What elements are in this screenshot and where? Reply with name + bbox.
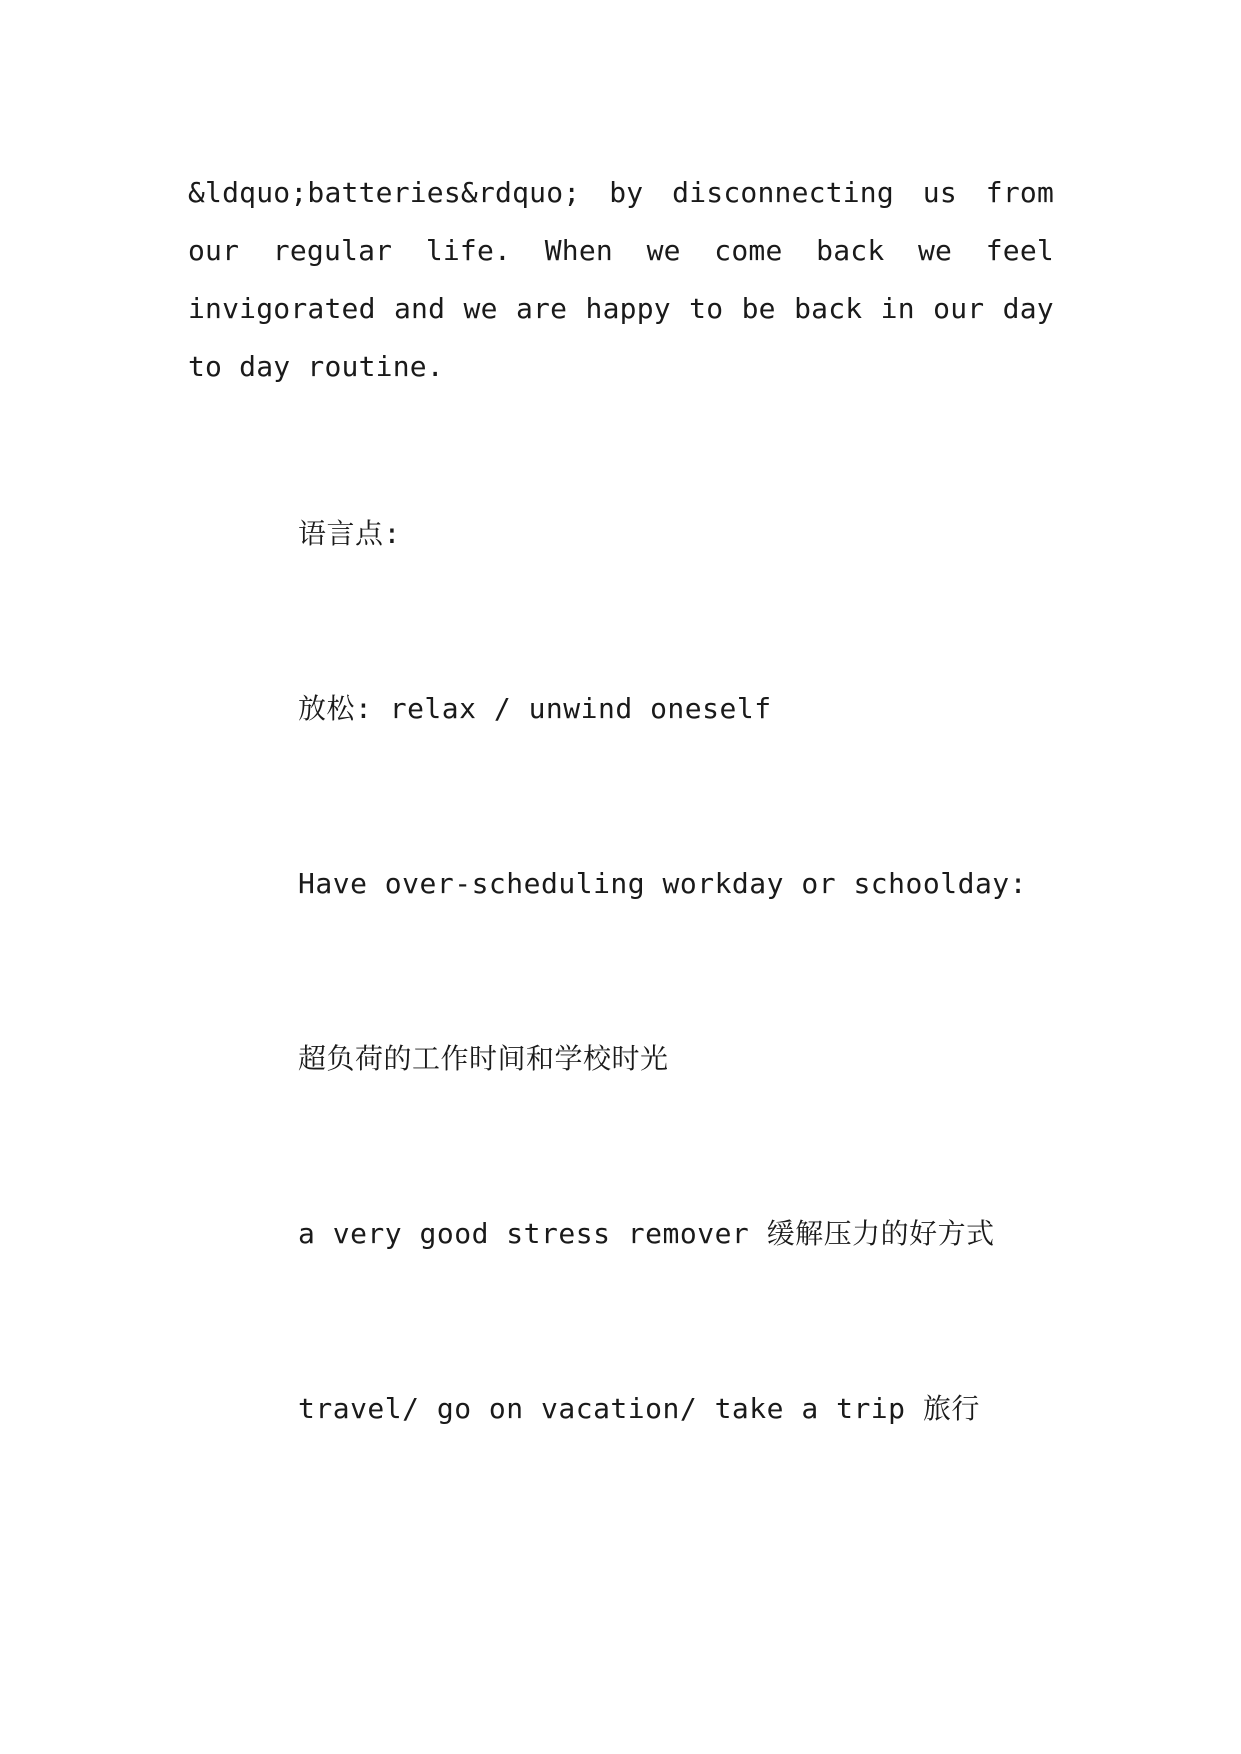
language-point-item: travel/ go on vacation/ take a trip 旅行 [298, 1392, 980, 1425]
word: back [816, 234, 885, 267]
paragraph-line-1 [188, 164, 1054, 222]
word: by [609, 176, 644, 209]
word: day [1002, 292, 1054, 325]
word: When [544, 234, 613, 267]
word: back [794, 292, 863, 325]
word: from [985, 176, 1054, 209]
word: our [188, 234, 240, 267]
word: come [714, 234, 783, 267]
word: are [515, 292, 568, 325]
word: in [880, 292, 915, 325]
language-point-item: 放松: relax / unwind oneself [298, 692, 772, 725]
word: and [393, 292, 446, 325]
word: we [646, 234, 681, 267]
paragraph-line-2 [188, 222, 1054, 280]
word: life. [425, 234, 512, 267]
language-point-item: a very good stress remover 缓解压力的好方式 [298, 1217, 995, 1250]
word: to [689, 292, 724, 325]
word: us [922, 176, 957, 209]
language-point-item: 超负荷的工作时间和学校时光 [298, 1042, 669, 1075]
paragraph-line-4 [188, 338, 1054, 396]
paragraph-line-3 [188, 280, 1054, 338]
word: invigorated [188, 292, 376, 325]
word: to day routine. [188, 350, 444, 383]
word: &ldquo;batteries&rdquo; [188, 176, 581, 209]
word: feel [985, 234, 1054, 267]
body-paragraph [188, 164, 1054, 396]
language-points-heading: 语言点: [298, 517, 401, 550]
word: happy [585, 292, 671, 325]
word: our [933, 292, 985, 325]
word: disconnecting [672, 176, 894, 209]
word: we [917, 234, 953, 267]
word: be [741, 292, 776, 325]
language-point-item: Have over-scheduling workday or schoolday: [298, 867, 1028, 900]
word: regular [272, 234, 393, 267]
word: we [463, 292, 498, 325]
